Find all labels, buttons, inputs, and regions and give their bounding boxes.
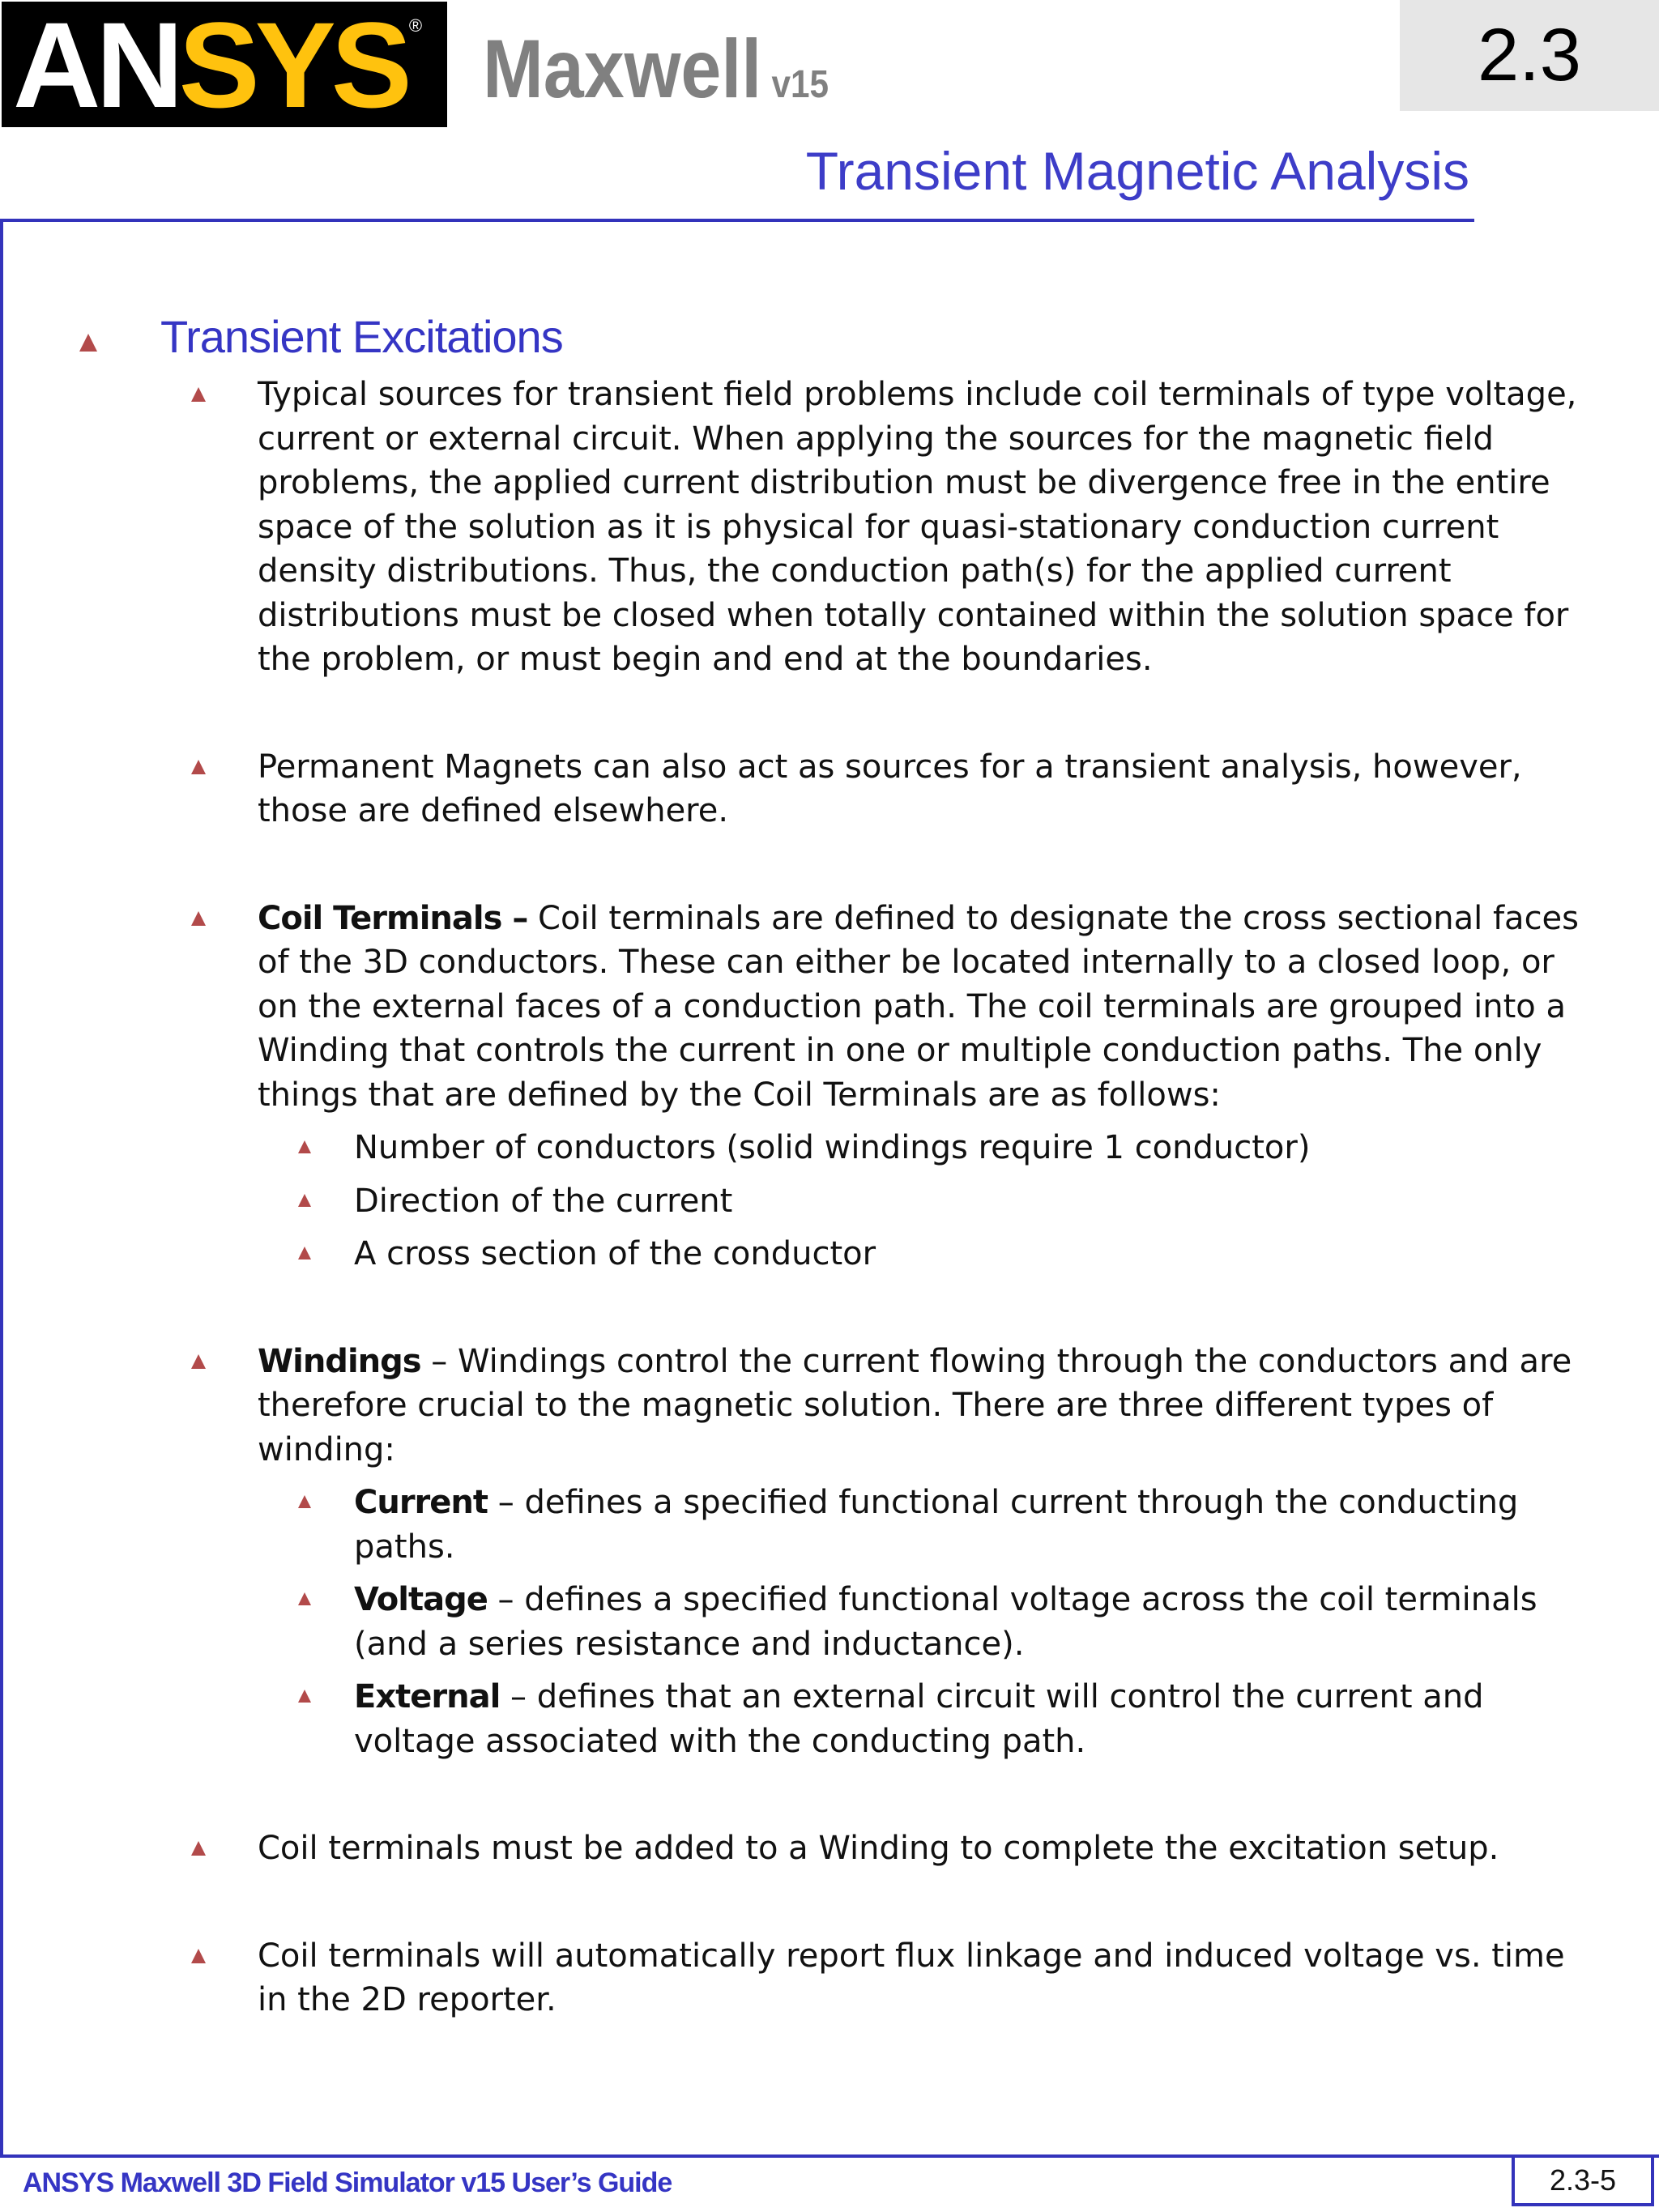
sub-item-lead: Voltage [354, 1581, 488, 1618]
sub-item-lead: External [354, 1678, 501, 1715]
section-heading [79, 306, 1602, 368]
item-text: Typical sources for transient field problems include coil terminals of type voltage, current or external circuit. When applying the sources for the magnetic field problems, the applied current distribution must be divergence free in the entire space of the solution as it is physical for quasi-stationary conduction current density distributions. Thus, the conduction path(s) for the applied current distributions must be closed when totally contained within the solution space for the problem, or must begin and end at the boundaries. [258, 376, 1577, 678]
sub-item-text: – defines a specified functional current through the conducting paths. [354, 1484, 1519, 1566]
product-name [483, 23, 830, 115]
ansys-logo [2, 0, 447, 133]
bullet-icon [298, 1247, 311, 1259]
list-item [79, 373, 1602, 682]
sub-item-text: – defines a specified functional voltage across the coil terminals (and a series resistance and inductance). [354, 1581, 1537, 1663]
sub-list-item [79, 1481, 1602, 1569]
sub-list-item [79, 1179, 1602, 1224]
section-number: 2.3 [1400, 0, 1659, 111]
list-item-windings [79, 1340, 1602, 1473]
sub-list-item [79, 1232, 1602, 1276]
sub-list-item [79, 1126, 1602, 1170]
sub-item-text: A cross section of the conductor [354, 1235, 876, 1272]
item-lead: Coil Terminals – [258, 899, 528, 937]
sub-item-text: Direction of the current [354, 1182, 733, 1220]
item-text: Coil terminals are defined to designate the cross sectional faces of the 3D conductors. These can either be located internally to a closed loop, or on the external faces of a conduction path. The coil terminals are grouped into a Winding that controls the current in one or multiple conduction paths. The only things that are defined by the Coil Terminals are as follows: [258, 899, 1580, 1114]
bullet-icon [191, 760, 206, 774]
product-name-text: Maxwell [483, 23, 762, 115]
logo-part-an: AN [13, 0, 179, 133]
sub-item-text: Number of conductors (solid windings require 1 conductor) [354, 1129, 1311, 1166]
bullet-icon [191, 1949, 206, 1963]
sub-item-text: – defines that an external circuit will control the current and voltage associated with the conducting path. [354, 1678, 1484, 1760]
sub-list-item [79, 1578, 1602, 1666]
list-item [79, 745, 1602, 833]
chapter-title: Transient Magnetic Analysis [805, 141, 1469, 201]
logo-part-sys: SYS [178, 0, 407, 133]
list-item-coil-terminals [79, 897, 1602, 1118]
product-version: v15 [771, 63, 830, 106]
item-text: – Windings control the current flowing through the conductors and are therefore crucial to the magnetic solution. There are three different types of winding: [258, 1342, 1572, 1468]
bullet-icon [298, 1690, 311, 1703]
page-number: 2.3-5 [1512, 2154, 1654, 2206]
sub-item-lead: Current [354, 1484, 488, 1521]
item-lead: Windings [258, 1342, 421, 1380]
footer-guide-title: ANSYS Maxwell 3D Field Simulator v15 User’s Guide [23, 2167, 672, 2198]
list-item [79, 1826, 1602, 1871]
bullet-icon [79, 334, 97, 352]
bullet-icon [298, 1495, 311, 1508]
bullet-icon [191, 911, 206, 926]
sub-list-item [79, 1675, 1602, 1763]
content-body [79, 306, 1602, 2022]
item-text: Coil terminals will automatically report flux linkage and induced voltage vs. time in the 2D reporter. [258, 1937, 1565, 2018]
item-text: Coil terminals must be added to a Winding to complete the excitation setup. [258, 1830, 1499, 1867]
bullet-icon [191, 1354, 206, 1369]
bullet-icon [298, 1140, 311, 1153]
section-heading-text: Transient Excitations [160, 311, 563, 362]
bullet-icon [191, 1841, 206, 1856]
bullet-icon [298, 1194, 311, 1207]
bullet-icon [191, 387, 206, 402]
footer-divider [0, 2154, 1659, 2158]
item-text: Permanent Magnets can also act as sources for a transient analysis, however, those are defined elsewhere. [258, 748, 1522, 829]
bullet-icon [298, 1592, 311, 1605]
registered-mark: ® [408, 15, 423, 36]
logo-wordmark [13, 0, 407, 133]
list-item [79, 1934, 1602, 2022]
